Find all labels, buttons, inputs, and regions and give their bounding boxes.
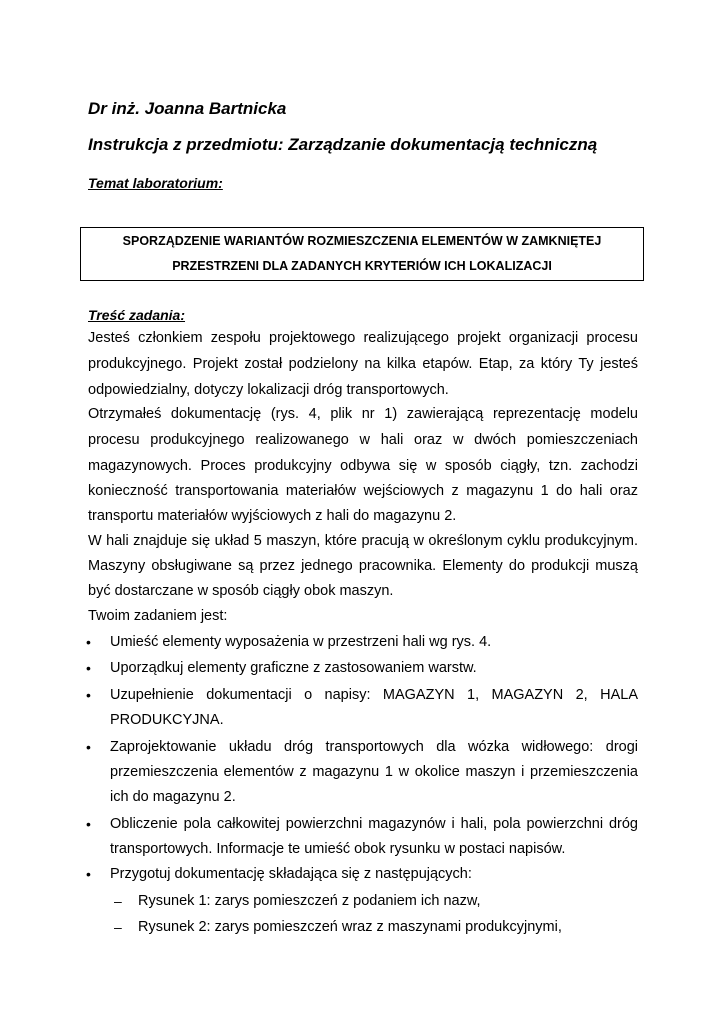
section-label: Treść zadania: [88,307,186,323]
topic-line: SPORZĄDZENIE WARIANTÓW ROZMIESZCZENIA ELEMENTÓW W ZAMKNIĘTEJ [122,234,602,248]
bullet-text: przemieszczenia elementów z magazynu 1 w okolice maszyn i przemieszczenia [110,764,638,780]
author-heading: Dr inż. Joanna Bartnicka [88,99,287,118]
paragraph-line: transportu materiałów wyjściowych z hali do magazynu 2. [88,508,457,524]
paragraph-line: procesu produkcyjnego realizowanego w hali oraz w dwóch pomieszczeniach [88,432,638,448]
dash-icon: – [114,893,122,909]
sub-item-text: Rysunek 2: zarys pomieszczeń wraz z maszynami produkcyjnymi, [138,919,562,935]
paragraph-line: Maszyny obsługiwane są przez jednego pracownika. Elementy do produkcji muszą [88,558,638,574]
course-heading: Instrukcja z przedmiotu: Zarządzanie dokumentacją techniczną [88,135,598,154]
bullet-icon: • [86,739,91,755]
paragraph-line: produkcyjnego. Projekt został podzielony na kilka etapów. Etap, za który Ty jesteś [88,356,638,372]
bullet-text: Przygotuj dokumentację składająca się z następujących: [110,866,472,882]
bullet-text: ich do magazynu 2. [110,789,236,805]
paragraph-line: Otrzymałeś dokumentację (rys. 4, plik nr 1) zawierającą reprezentację modelu [88,406,638,422]
sub-item-text: Rysunek 1: zarys pomieszczeń z podaniem ich nazw, [138,893,481,909]
paragraph-line: być dostarczane w sposób ciągły obok maszyn. [88,583,394,599]
bullet-text: PRODUKCYJNA. [110,712,224,728]
bullet-icon: • [86,660,91,676]
bullet-icon: • [86,687,91,703]
bullet-text: transportowych. Informacje te umieść obok rysunku w postaci napisów. [110,841,566,857]
dash-icon: – [114,919,122,935]
paragraph-line: magazynowych. Proces produkcyjny odbywa się w sposób ciągły, tzn. zachodzi [88,458,638,474]
paragraph-line: Twoim zadaniem jest: [88,608,228,624]
bullet-text: Umieść elementy wyposażenia w przestrzeni hali wg rys. 4. [110,634,492,650]
topic-line: PRZESTRZENI DLA ZADANYCH KRYTERIÓW ICH LOKALIZACJI [172,259,552,273]
paragraph-line: konieczność transportowania materiałów wejściowych z magazynu 1 do hali oraz [88,483,638,499]
paragraph-line: W hali znajduje się układ 5 maszyn, które pracują w określonym cyklu produkcyjnym. [88,533,638,549]
topic-box [80,227,644,281]
bullet-text: Uzupełnienie dokumentacji o napisy: MAGAZYN 1, MAGAZYN 2, HALA [110,687,638,703]
bullet-text: Uporządkuj elementy graficzne z zastosowaniem warstw. [110,660,477,676]
bullet-icon: • [86,634,91,650]
paragraph-line: odpowiedzialny, dotyczy lokalizacji dróg transportowych. [88,382,449,398]
topic-label: Temat laboratorium: [88,175,223,191]
paragraph-line: Jesteś członkiem zespołu projektowego realizującego projekt organizacji procesu [88,330,638,346]
bullet-text: Zaprojektowanie układu dróg transportowych dla wózka widłowego: drogi [110,739,638,755]
bullet-text: Obliczenie pola całkowitej powierzchni magazynów i hali, pola powierzchni dróg [110,816,638,832]
bullet-icon: • [86,816,91,832]
bullet-icon: • [86,866,91,882]
